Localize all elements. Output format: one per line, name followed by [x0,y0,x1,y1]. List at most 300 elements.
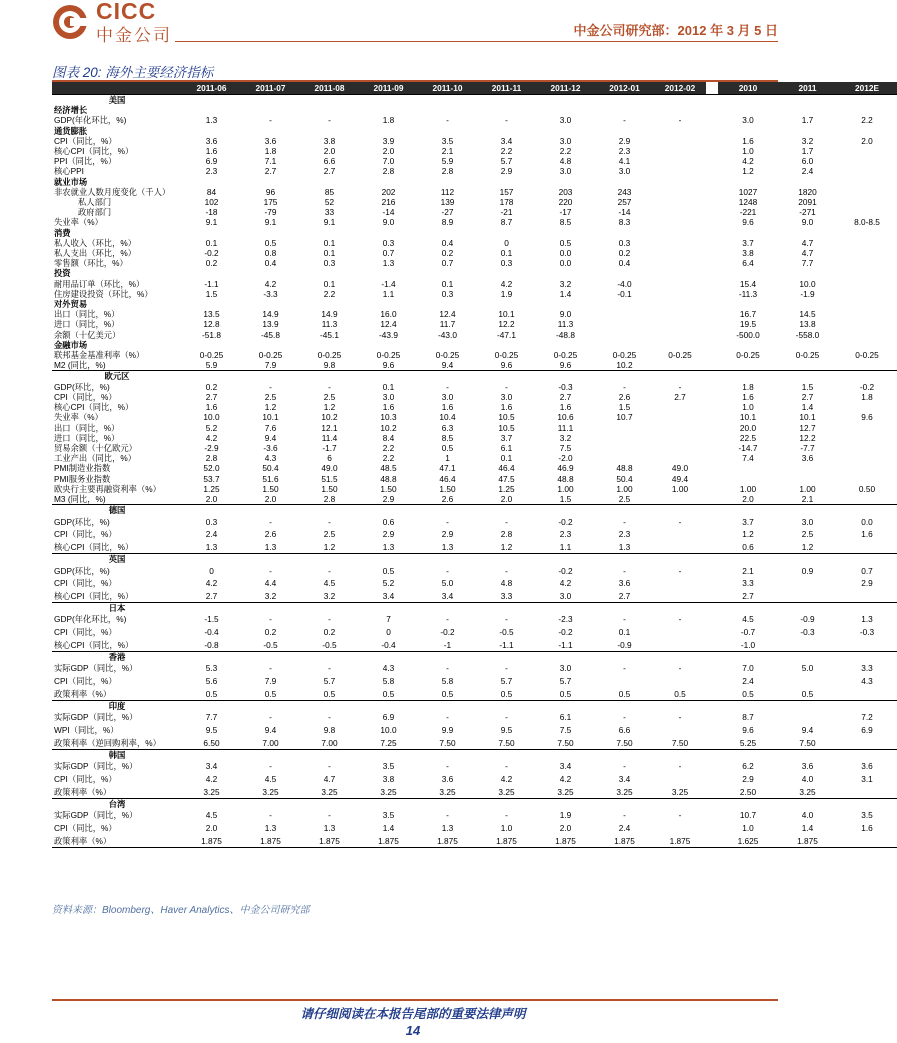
value-cell: - [446,115,449,126]
value-cell [778,505,837,516]
value-cell [837,494,897,505]
value-cell: 1.875 [778,834,837,847]
value-cell: - [623,810,626,821]
value-cell: 8.0-8.5 [854,217,880,228]
table-row [52,564,897,577]
value-cell: 4.7 [323,774,336,785]
value-cell [595,309,654,319]
value-cell [654,156,706,166]
value-cell: - [269,516,272,527]
value-cell: -4.0 [617,278,632,289]
value-cell: 12.2 [799,432,816,443]
value-cell [595,299,654,309]
table-row [52,443,897,453]
value-cell: -0.4 [381,639,396,650]
value-cell: 0.5 [500,688,513,699]
value-cell: 3.25 [498,786,515,797]
value-cell [837,309,897,319]
value-cell [359,299,418,309]
value-cell: -17 [559,207,572,218]
value-cell: 0.5 [801,688,814,699]
value-cell: 3.25 [799,786,816,797]
value-cell: 13.5 [203,309,220,320]
value-cell [477,95,536,106]
value-cell: 11.1 [557,422,574,433]
value-cell [654,360,706,371]
value-cell: 10.5 [498,412,515,423]
value-cell [654,268,706,278]
value-cell: -27 [441,207,454,218]
value-cell [241,603,300,614]
value-cell [654,453,706,463]
value-cell: 3.8 [742,248,754,259]
value-cell: 3.2 [264,590,277,601]
gap-cell [706,350,718,360]
value-cell: 102 [204,197,219,208]
value-cell: 10.7 [739,810,757,821]
value-cell: 48.5 [380,463,397,474]
value-cell: 46.4 [439,473,456,484]
table-row [52,382,897,392]
value-cell [477,603,536,614]
value-cell: 1.5 [559,493,572,504]
value-cell: 3.25 [380,786,397,797]
value-cell [477,105,536,115]
header-divider [175,41,778,42]
economic-indicators-table [52,82,897,848]
gap-cell [706,289,718,299]
value-cell: 0-0.25 [795,350,820,361]
value-cell: 2.7 [801,391,814,402]
indicator-label: GDP(年化环比，%) [54,614,127,625]
value-cell: 4.2 [559,578,572,589]
value-cell: 4.7 [801,237,814,248]
table-row [52,217,897,227]
gap-cell [706,412,718,422]
table-row [52,146,897,156]
value-cell [359,95,418,106]
indicator-label: CPI（同比，%） [54,578,117,589]
value-cell: -1.1 [499,639,514,650]
value-cell: 8.7 [500,217,513,228]
value-cell: - [678,614,682,625]
table-row [52,423,897,433]
value-cell [837,750,897,761]
value-cell: 3.4 [205,761,218,772]
indicator-label: CPI（同比，%） [54,774,117,785]
value-cell [837,505,897,516]
gap-cell [706,248,718,258]
cicc-logo-icon [52,4,88,40]
value-cell [837,402,897,412]
value-cell [778,360,837,371]
value-cell [182,105,241,115]
value-cell [418,505,477,516]
value-cell [182,799,241,810]
gap-cell [706,809,718,822]
value-cell: 1.00 [557,483,574,494]
region-header-row [52,799,897,810]
value-cell [718,299,778,309]
value-cell: 3.1 [861,774,873,785]
table-row [52,834,897,847]
indicator-label: 核心CPI（同比，%） [54,541,134,552]
indicator-label: 政策利率（%） [54,786,112,797]
value-cell: 1.875 [595,834,654,847]
value-cell: 178 [499,197,514,208]
value-cell [837,474,897,484]
gap-cell [706,463,718,473]
value-cell [359,228,418,238]
header-blank-cell [52,82,182,95]
value-cell: 0.1 [323,237,336,248]
value-cell: 0.5 [441,688,454,699]
column-header: 2011-10 [418,82,477,95]
value-cell: 0.4 [264,258,277,269]
value-cell: - [328,516,331,527]
value-cell: - [446,614,449,625]
gap-cell [706,136,718,146]
value-cell: 0.5 [264,688,277,699]
value-cell [595,330,654,340]
value-cell: 48.8 [616,463,633,474]
value-cell: 53.7 [203,473,220,484]
value-cell: -221 [739,207,757,218]
value-cell: - [505,381,508,392]
value-cell [300,371,359,382]
value-cell [536,95,595,106]
value-cell: 0.1 [382,381,395,392]
value-cell: 1.00 [616,483,633,494]
value-cell: 3.5 [382,810,395,821]
value-cell: 9.0 [382,217,395,228]
value-cell: 2.5 [323,529,336,540]
value-cell: 3.3 [861,663,873,674]
value-cell: 1.3 [323,823,336,834]
table-row [52,433,897,443]
value-cell [300,299,359,309]
value-cell: 1.3 [618,541,631,552]
value-cell [837,423,897,433]
value-cell [778,268,837,278]
value-cell: 12.8 [203,319,220,330]
value-cell [418,177,477,187]
table-row [52,474,897,484]
value-cell: -7.7 [800,442,815,453]
value-cell: 7 [386,614,391,625]
value-cell: 7.7 [205,712,218,723]
value-cell: 9.5 [500,725,513,736]
value-cell [418,268,477,278]
value-cell [718,701,778,712]
value-cell: - [505,810,508,821]
value-cell: 1.4 [801,402,814,413]
value-cell: -0.7 [740,627,756,638]
value-cell: 48.8 [557,473,574,484]
column-header: 2010 [718,82,778,95]
value-cell [182,228,241,238]
table-row [52,289,897,299]
value-cell: 2.9 [618,135,631,146]
value-cell: 3.0 [559,166,572,177]
value-cell: - [446,516,449,527]
table-row [52,724,897,737]
value-cell: 4.0 [801,810,814,821]
value-cell: 3.2 [323,590,336,601]
value-cell: 3.0 [618,166,631,177]
figure-title: 图表 20: 海外主要经济指标 [52,65,214,80]
value-cell: -0.5 [322,639,337,650]
value-cell: 3.2 [801,135,814,146]
value-cell: 2.2 [382,453,395,464]
value-cell: 46.9 [557,463,574,474]
section-label: 就业市场 [54,176,88,187]
value-cell: 3.7 [742,237,754,248]
value-cell [654,590,706,603]
value-cell [595,453,654,463]
report-date-header: 中金公司研究部：2012 年 3 月 5 日 [573,23,778,38]
value-cell: -0.8 [204,639,219,650]
value-cell: -43.9 [379,329,398,340]
column-header: 2012-02 [654,82,706,95]
section-header-row [52,299,897,309]
value-cell: 3.0 [559,663,572,674]
value-cell: 157 [499,186,514,197]
value-cell: 2.7 [264,166,277,177]
table-row [52,248,897,258]
value-cell: 0-0.25 [435,350,460,361]
value-cell [778,554,837,565]
table-row [52,613,897,626]
value-cell: 0-0.25 [199,350,224,361]
column-header: 2011-06 [182,82,241,95]
region-header-row [52,371,897,382]
table-row [52,463,897,473]
value-cell [654,701,706,712]
value-cell [654,228,706,238]
value-cell: 10.4 [439,412,456,423]
value-cell: 1.875 [241,834,300,847]
value-cell [837,330,897,340]
gap-cell [706,638,718,651]
value-cell [418,299,477,309]
indicator-label: 零售额（环比，%） [54,258,128,269]
value-cell [837,187,897,197]
value-cell [300,126,359,136]
value-cell [654,95,706,106]
value-cell: 0-0.25 [258,350,283,361]
value-cell [654,402,706,412]
value-cell [300,750,359,761]
gap-cell [706,217,718,227]
value-cell [654,443,706,453]
value-cell: 12.7 [799,422,816,433]
value-cell: 10.6 [557,412,574,423]
value-cell: 33 [324,207,335,218]
value-cell [778,750,837,761]
value-cell: 0.5 [559,237,572,248]
gap-cell [706,146,718,156]
value-cell: 1.2 [801,541,814,552]
value-cell: 1820 [798,186,817,197]
value-cell [837,799,897,810]
gap-cell [706,228,718,238]
indicator-label: CPI（同比，%） [54,529,117,540]
value-cell [595,750,654,761]
value-cell [837,834,897,847]
column-header: 2011-11 [477,82,536,95]
value-cell: 2.3 [618,529,631,540]
indicator-label: 失业率（%） [54,412,103,423]
value-cell: 0.2 [323,627,336,638]
gap-cell [706,197,718,207]
table-row [52,207,897,217]
table-row [52,360,897,371]
value-cell: 10.2 [616,360,633,371]
gap-cell [706,126,718,136]
value-cell: 3.6 [801,453,814,464]
indicator-label: WPI（同比，%） [54,725,119,736]
table-row [52,453,897,463]
value-cell [182,268,241,278]
value-cell: -1.0 [740,639,756,650]
value-cell [595,95,654,106]
value-cell: 1.00 [799,483,816,494]
indicator-label: 核心PPI [54,166,84,177]
value-cell: 0-0.25 [612,350,637,361]
value-cell: 51.5 [321,473,338,484]
indicator-label: 联邦基金基准利率（%） [54,350,145,361]
value-cell [477,177,536,187]
value-cell: 1.8 [264,146,277,157]
value-cell: 4.2 [742,156,754,167]
value-cell: 2.6 [264,529,277,540]
value-cell: -558.0 [795,329,820,340]
value-cell: 5.7 [559,676,572,687]
indicator-label: CPI（同比，%） [54,676,117,687]
value-cell [837,238,897,248]
value-cell [300,177,359,187]
value-cell [300,603,359,614]
value-cell [536,126,595,136]
gap-cell [706,453,718,463]
value-cell [241,340,300,350]
value-cell: -14 [382,207,395,218]
value-cell: 0.3 [323,258,336,269]
value-cell: 2.5 [264,391,277,402]
value-cell: 9.1 [264,217,277,228]
gap-cell [706,701,718,712]
section-header-row [52,126,897,136]
value-cell [477,268,536,278]
value-cell: 2.9 [742,774,754,785]
value-cell: 3.8 [382,774,395,785]
value-cell: 2.4 [801,166,814,177]
value-cell: 3.6 [618,578,631,589]
value-cell [418,701,477,712]
indicator-label: GDP(年化环比，%) [54,115,127,126]
value-cell: -0.3 [859,627,875,638]
value-cell [718,126,778,136]
value-cell: - [678,516,682,527]
table-row [52,785,897,798]
value-cell [477,505,536,516]
indicator-label: 政策利率（%） [52,834,182,847]
value-cell: 0 [504,237,509,248]
value-cell: 2.6 [618,391,631,402]
value-cell [718,360,778,371]
value-cell: 10.3 [380,412,397,423]
value-cell [241,268,300,278]
value-cell: 10.0 [799,278,816,289]
value-cell [595,423,654,433]
indicator-label: 私人部门 [78,197,112,208]
value-cell: 0.1 [500,453,513,464]
value-cell: 203 [558,186,573,197]
value-cell: 49.0 [671,463,689,474]
gap-cell [706,382,718,392]
value-cell: - [505,115,508,126]
value-cell: 12.4 [439,309,456,320]
table-row [52,662,897,675]
value-cell [477,340,536,350]
value-cell: - [446,565,449,576]
value-cell: - [678,381,682,392]
value-cell: 3.3 [500,590,513,601]
value-cell: - [328,712,331,723]
value-cell [418,228,477,238]
table-row [52,590,897,603]
value-cell: -11.3 [738,288,758,299]
gap-cell [706,330,718,340]
value-cell: 14.9 [262,309,279,320]
value-cell: 5.2 [382,578,395,589]
value-cell: 7.9 [264,676,277,687]
value-cell: 6.50 [203,737,220,748]
value-cell: -51.8 [202,329,221,340]
indicator-label: 实际GDP（同比，%） [54,810,138,821]
gap-cell [706,474,718,484]
value-cell: 220 [558,197,573,208]
value-cell [536,652,595,663]
value-cell: 2.0 [500,493,513,504]
value-cell [300,554,359,565]
value-cell: 3.0 [382,391,395,402]
value-cell: 4.5 [205,810,218,821]
value-cell [654,652,706,663]
gap-cell [706,392,718,402]
value-cell [477,299,536,309]
value-cell [654,577,706,590]
value-cell: -2.3 [558,614,573,625]
value-cell: 6.6 [323,156,336,167]
value-cell [837,541,897,554]
value-cell: -1.1 [204,278,219,289]
value-cell: 0.5 [618,688,631,699]
value-cell: 4.8 [559,156,572,167]
table-row [52,115,897,125]
value-cell: -18 [205,207,218,218]
value-cell: 1.3 [205,541,218,552]
value-cell [718,371,778,382]
value-cell [654,166,706,176]
value-cell [536,371,595,382]
table-row [52,392,897,402]
value-cell: 2.7 [559,391,572,402]
gap-cell [706,736,718,749]
value-cell: 5.8 [382,676,395,687]
value-cell: 1.2 [264,402,277,413]
